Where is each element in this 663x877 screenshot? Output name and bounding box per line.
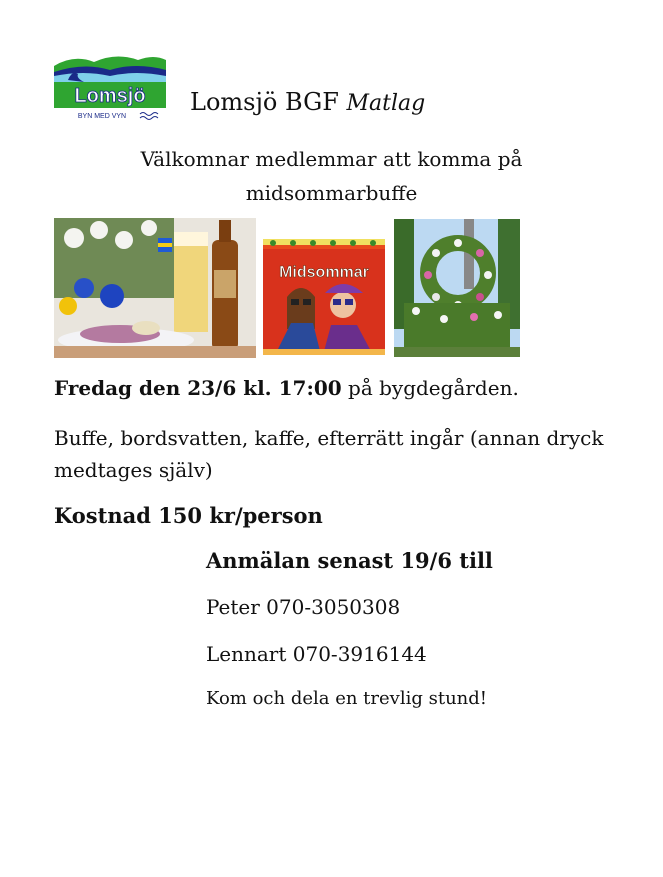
- closing-text: Kom och dela en trevlig stund!: [206, 688, 488, 709]
- page-title: [190, 88, 425, 116]
- title-main: Lomsjö BGF: [190, 88, 339, 116]
- midsommar-party-photo-icon: [263, 239, 385, 355]
- contact-peter: Peter 070-3050308: [206, 595, 401, 619]
- included-text: Buffe, bordsvatten, kaffe, efterrätt ingår (annan dryck medtages själv): [54, 426, 604, 482]
- maypole-photo: [394, 219, 520, 357]
- midsommar-photo: [263, 239, 385, 355]
- logo-name: Lomsjö: [74, 85, 146, 107]
- maypole-wreath-photo-icon: [394, 219, 520, 357]
- cost-text: Kostnad 150 kr/person: [54, 503, 323, 528]
- lomsjo-logo: [54, 52, 166, 122]
- welcome-text: Välkomnar medlemmar att komma på midsommarbuffe: [140, 147, 523, 205]
- signup-deadline: Anmälan senast 19/6 till: [206, 548, 493, 573]
- logo-tagline: BYN MED VYN: [77, 113, 127, 120]
- event-location: på bygdegården.: [341, 376, 519, 400]
- event-date-time: Fredag den 23/6 kl. 17:00: [54, 376, 342, 400]
- food-photo: [54, 218, 256, 358]
- lomsjo-lake-logo-icon: [54, 52, 166, 122]
- midsommar-caption: Midsommar: [279, 264, 369, 281]
- title-subtitle: Matlag: [346, 91, 426, 116]
- midsummer-food-photo-icon: [54, 218, 256, 358]
- event-info: [54, 376, 519, 400]
- contact-lennart: Lennart 070-3916144: [206, 642, 427, 666]
